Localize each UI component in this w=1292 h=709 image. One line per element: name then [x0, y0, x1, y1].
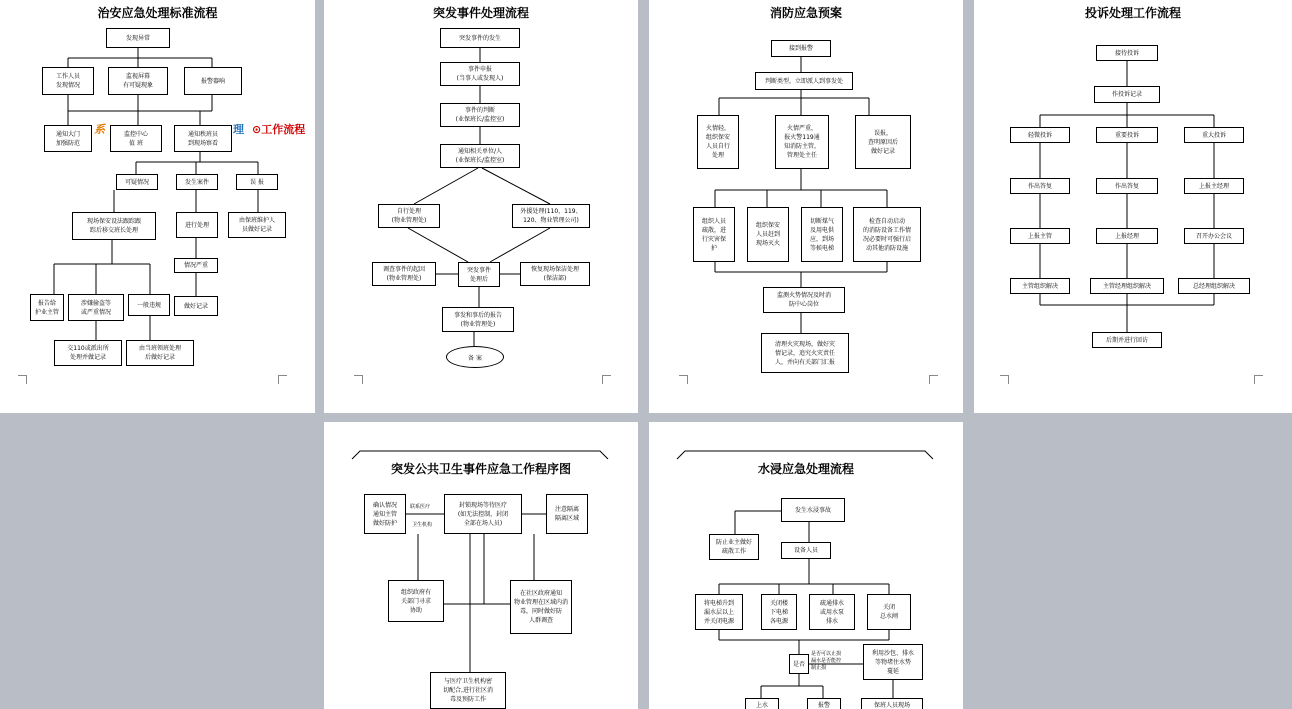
flow-box: 恢复现场保洁处理 (保洁部) — [520, 262, 590, 286]
page-corner-mark — [602, 375, 611, 384]
flow-box: 接到报警 — [771, 40, 831, 57]
flow-box: 通知相关单位/人 (业保班长/监控室) — [440, 144, 520, 168]
flow-box: 是否 — [789, 654, 809, 674]
flow-box: 监视屏幕 有可疑现象 — [108, 67, 168, 95]
document-page-6[interactable] — [649, 422, 963, 709]
flow-box: 重要投诉 — [1096, 127, 1158, 143]
page-title: 投诉处理工作流程 — [1084, 6, 1181, 20]
flow-box: 做好记录 — [174, 296, 218, 316]
overlay-text: 理 — [233, 123, 244, 136]
flow-box: 保班人员现场 — [861, 698, 923, 709]
flow-label: 是否可以止损 漏水是否能控 制止损 — [811, 651, 842, 671]
flow-box: 切断煤气 及用电供 应，到场 等候电梯 — [801, 207, 843, 262]
flow-box: 自行处理 (物业管理处) — [378, 204, 440, 228]
page-corner-mark — [929, 375, 938, 384]
flow-box: 火情轻， 组织保安 人员自行 处理 — [697, 115, 739, 169]
page-corner-mark — [354, 375, 363, 384]
flow-box: 突发事件 处理后 — [458, 262, 500, 287]
flow-box: 组织人员 疏散，进 行灾害保 护 — [693, 207, 735, 262]
flow-box: 召开办公会议 — [1184, 228, 1244, 244]
flow-box: 组织政府有 关部门寻求 协助 — [388, 580, 444, 622]
flow-box: 确认情况 通知主管 做好防护 — [364, 494, 406, 534]
flow-box: 报告给 护业主管 — [30, 294, 64, 321]
flow-box: 总经理组织解决 — [1178, 278, 1250, 294]
flow-box: 可疑情况 — [116, 174, 158, 190]
flow-box: 监测火势情况及时消 防中心岗位 — [763, 287, 845, 313]
flow-terminal: 备 案 — [446, 346, 504, 368]
flow-box: 主管经理组织解决 — [1090, 278, 1164, 294]
flow-box: 清理火灾现场，做好灾 情记录，追究火灾责任 人，并向有关部门汇报 — [761, 333, 849, 373]
flow-box: 接待投诉 — [1096, 45, 1158, 61]
document-page-1[interactable] — [0, 0, 315, 413]
flow-box: 主管组织解决 — [1010, 278, 1070, 294]
page-title: 突发公共卫生事件应急工作程序图 — [390, 462, 571, 476]
page-corner-mark — [1254, 375, 1263, 384]
flow-box: 报警 — [807, 698, 841, 709]
flow-box: 重大投诉 — [1184, 127, 1244, 143]
flow-box: 现场保安设法跟踪跟 踪后移交班长处理 — [72, 212, 156, 240]
flow-box: 监控中心 值 班 — [110, 125, 162, 152]
flow-box: 突发事件的发生 — [440, 28, 520, 48]
flow-box: 涉嫌偷盗等 或严重情况 — [68, 294, 124, 321]
document-page-3[interactable] — [649, 0, 963, 413]
flow-box: 误报， 查明原因后 做好记录 — [855, 115, 911, 169]
page-corner-mark — [1000, 375, 1009, 384]
flow-box: 事发和事后的报告 (物业管理处) — [442, 307, 514, 332]
page-corner-mark — [18, 375, 27, 384]
document-page-4[interactable] — [974, 0, 1292, 413]
document-page-2[interactable] — [324, 0, 638, 413]
flow-box: 设备人员 — [781, 542, 831, 559]
page-title: 治安应急处理标准流程 — [97, 6, 218, 20]
flow-box: 检查自动启动 的消防设备工作情 况必要时可强行启 动其他消防设施 — [853, 207, 921, 262]
flow-box: 情况严重 — [174, 258, 218, 273]
flow-box: 判断类型，立即派人到事发处 — [755, 72, 853, 90]
flow-box: 误 报 — [236, 174, 278, 190]
flow-box: 与医疗卫生机构密 切配合,进行社区消 毒及预防工作 — [430, 672, 506, 709]
flowchart-connectors — [974, 0, 1292, 413]
flow-box: 火情严重， 报火警119通 知消防主管， 管理处主任 — [775, 115, 829, 169]
overlay-text: 系 — [94, 123, 105, 136]
page-corner-mark — [278, 375, 287, 384]
flow-box: 发生案件 — [176, 174, 218, 190]
page-title: 突发事件处理流程 — [432, 6, 529, 20]
page-title: 消防应急预案 — [769, 6, 842, 20]
flow-box: 上水 — [745, 698, 779, 709]
flow-box: 组织保安 人员赶到 现场灭火 — [747, 207, 789, 262]
flow-box: 作出答复 — [1096, 178, 1158, 194]
flow-box: 发现异常 — [106, 28, 170, 48]
flow-box: 事件的判断 (业保班长/监控室) — [440, 103, 520, 127]
flow-box: 进行处理 — [176, 212, 218, 238]
flow-box: 封锁现场等待医疗 (如无法控制，封闭 全部在场人员) — [444, 494, 522, 534]
flow-box: 在社区政府通知 物业管理在区域内消 毒，同时做好防 人群调查 — [510, 580, 572, 634]
flow-box: 通知大门 加强防范 — [44, 125, 92, 152]
flow-box: 关闭楼 下电梯 各电源 — [761, 594, 797, 630]
flow-label: 卫生机构 — [412, 522, 433, 528]
document-page-5[interactable] — [324, 422, 638, 709]
flow-box: 事件申报 (当事人或发现人) — [440, 62, 520, 86]
flow-box: 关闭 总水闸 — [867, 594, 911, 630]
flow-box: 交110或派出所 处理并做记录 — [54, 340, 122, 366]
flow-box: 后期并进行回访 — [1092, 332, 1162, 348]
flow-box: 上报主管 — [1010, 228, 1070, 244]
flow-box: 通知秩班员 到现场察看 — [174, 125, 232, 152]
flow-box: 发生水浸事故 — [781, 498, 845, 522]
flow-box: 报警器响 — [184, 67, 242, 95]
flow-box: 疏通排水 或用水泵 排水 — [809, 594, 855, 630]
flow-box: 一般违规 — [128, 294, 170, 316]
flow-box: 由保班维护人 员做好记录 — [228, 212, 286, 238]
flow-box: 作投诉记录 — [1094, 86, 1160, 103]
flow-box: 利用沙包、排水 等物堵住水势 蔓延 — [863, 644, 923, 680]
flow-box: 作出答复 — [1010, 178, 1070, 194]
flow-box: 上报经理 — [1096, 228, 1158, 244]
flow-box: 由当班领班处理 后做好记录 — [126, 340, 194, 366]
page-corner-mark — [679, 375, 688, 384]
overlay-text: ⊙工作流程 — [252, 123, 306, 136]
flow-box: 调查事件的起因 (物业管理处) — [372, 262, 436, 286]
flow-box: 将电梯升到 漏水层以上 并关闭电源 — [695, 594, 743, 630]
flow-box: 注意隔离 隔离区域 — [546, 494, 588, 534]
flow-label: 联系医疗 — [410, 504, 431, 510]
flow-box: 工作人员 发现情况 — [42, 67, 94, 95]
flow-box: 轻微投诉 — [1010, 127, 1070, 143]
flow-box: 防止业主做好 疏散工作 — [709, 534, 759, 560]
flow-box: 外援处理(110、119、 120、物业管理公司) — [512, 204, 590, 228]
page-title: 水浸应急处理流程 — [757, 462, 854, 476]
flow-box: 上报主经理 — [1184, 178, 1244, 194]
